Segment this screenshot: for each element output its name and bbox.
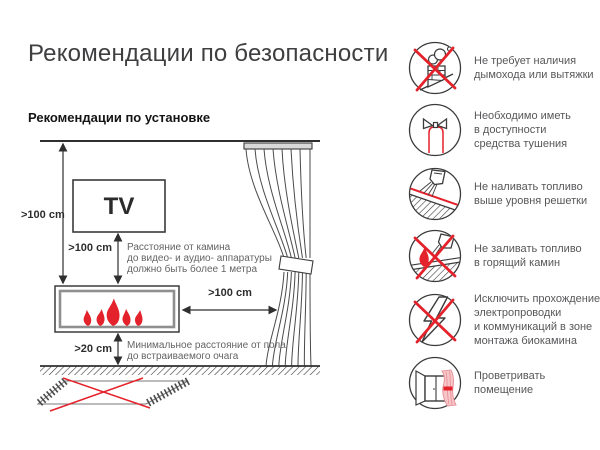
curtain-rod: [244, 143, 312, 149]
no-refuel-burning-icon: [408, 229, 462, 283]
no-chimney-icon: [408, 41, 462, 95]
safety-item-extinguisher: [408, 103, 571, 157]
installation-diagram: [20, 130, 355, 430]
note-floor-distance: Минимальное расстояние от пола до встраиваемого очага: [127, 340, 286, 362]
installation-diagram-graphic: [20, 130, 355, 430]
safety-item-no-wiring: [408, 292, 600, 348]
dim-tv-to-fireplace: >100 cm: [68, 242, 112, 254]
section-subtitle: Рекомендации по установке: [28, 110, 211, 125]
safety-item-no-chimney: [408, 41, 594, 95]
fuel-level-icon: [408, 167, 462, 221]
no-wiring-icon: [408, 293, 462, 347]
curtain-tie: [279, 256, 313, 274]
tv-label: TV: [103, 193, 135, 220]
safety-item-text: Не заливать топливо в горящий камин: [474, 243, 582, 269]
safety-item-text: Не требует наличия дымохода или вытяжки: [474, 55, 594, 81]
safety-item-fuel-level: [408, 167, 587, 221]
safety-item-text: Не наливать топливо выше уровня решетки: [474, 181, 588, 207]
ventilate-icon: [408, 356, 462, 410]
safety-item-text: Проветривать помещение: [474, 370, 546, 396]
dim-fireplace-to-floor: >20 cm: [74, 343, 112, 355]
extinguisher-icon: [408, 103, 462, 157]
dim-ceiling-to-fireplace: >100 cm: [21, 209, 65, 221]
page-title: Рекомендации по безопасности: [28, 40, 389, 67]
note-tv-distance: Расстояние от камина до видео- и аудио- аппаратуры должно быть более 1 метра: [127, 242, 272, 275]
safety-item-text: Необходимо иметь в доступности средства тушения: [474, 110, 571, 150]
dim-fireplace-to-curtain: >100 cm: [208, 287, 252, 299]
rug-crossed-out: [38, 378, 188, 411]
safety-item-ventilate: [408, 356, 545, 410]
safety-item-text: Исключить прохождение электропроводки и коммуникаций в зоне монтажа биокамина: [474, 293, 600, 347]
floor-hatch: [40, 366, 320, 375]
safety-item-no-refuel-burning: [408, 229, 582, 283]
